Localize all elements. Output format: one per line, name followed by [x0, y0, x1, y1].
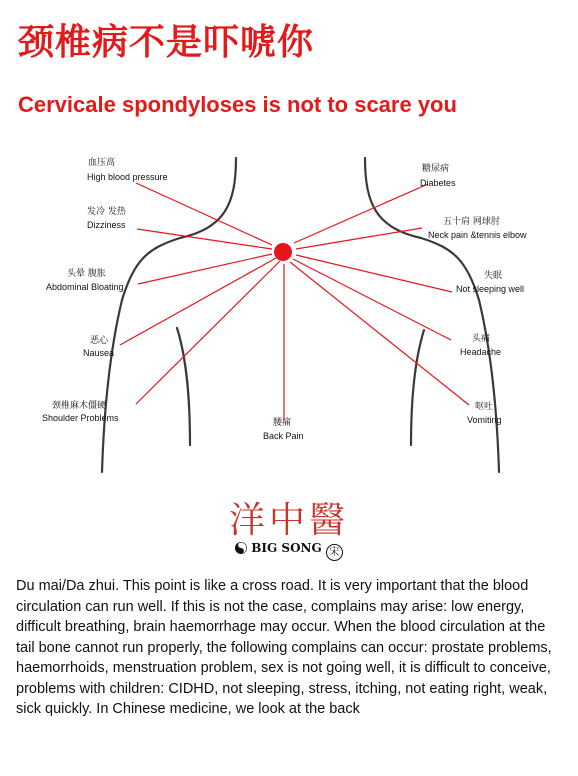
label-en: Not sleeping well	[456, 284, 525, 294]
symptom-connector-lines	[120, 183, 469, 420]
label-en: Diabetes	[420, 178, 456, 188]
line-shoulder-problems	[136, 261, 280, 404]
label-en: Dizziness	[87, 220, 126, 230]
label-high-blood-pressure	[87, 156, 168, 182]
line-vomiting	[290, 262, 469, 405]
label-zh: 发冷 发热	[87, 207, 126, 217]
cervical-symptom-diagram	[40, 150, 560, 475]
line-neck-pain	[296, 228, 422, 249]
label-diabetes	[420, 162, 456, 188]
label-en: Headache	[460, 347, 502, 357]
label-not-sleeping	[456, 269, 524, 294]
label-zh: 恶心	[90, 336, 109, 346]
label-en: Vomiting	[467, 415, 502, 425]
line-not-sleeping	[296, 255, 452, 292]
yin-yang-icon	[235, 542, 247, 554]
line-high-blood-pressure	[136, 183, 272, 245]
line-dizziness	[137, 229, 272, 249]
label-en: Nausea	[83, 348, 115, 358]
label-zh: 糖尿病	[422, 164, 450, 174]
label-neck-pain	[428, 215, 527, 240]
label-zh: 失眠	[484, 271, 503, 281]
label-en: Abdominal Bloating	[46, 282, 124, 292]
label-zh: 五十肩 网球肘	[443, 217, 500, 227]
line-abdominal-bloating	[138, 254, 272, 284]
dazhui-acupoint-dot	[274, 243, 292, 261]
label-zh: 呕吐	[475, 402, 494, 412]
right-armpit-outline	[411, 330, 424, 445]
left-armpit-outline	[177, 328, 190, 445]
label-en: Neck pain &tennis elbow	[428, 230, 527, 240]
page-title-english: Cervicale spondyloses is not to scare you	[18, 92, 457, 117]
label-headache	[460, 332, 501, 357]
left-shoulder-outline	[102, 158, 236, 472]
label-zh: 颈椎麻木僵硬	[52, 401, 107, 411]
label-en: High blood pressure	[87, 172, 168, 182]
label-en: Shoulder Problems	[42, 413, 119, 423]
label-en: Back Pain	[263, 431, 304, 441]
label-shoulder-problems	[42, 399, 119, 423]
page-title-chinese: 颈椎病不是吓唬你	[18, 22, 315, 63]
torso-outline	[102, 158, 502, 472]
clinic-brand	[0, 541, 578, 561]
label-zh: 腰痛	[273, 418, 292, 428]
clinic-logo-chinese: 洋中醫	[228, 500, 349, 541]
label-nausea	[83, 334, 114, 358]
label-dizziness	[87, 205, 127, 230]
label-abdominal-bloating	[46, 267, 124, 292]
body-paragraph: Du mai/Da zhui. This point is like a cross road. It is very important that the blood circulation can run well. If this is not the case, complains may arise: low energy, difficult breathing, brain haemorrhage may occur. When the blood circulation at the tail bone cannot run properly, the following complains can occur: prostate problems, haemorrhoids, menstruation problem, sex is not going well, it is difficult to conceive, problems with children: CIDHD, not sleeping, stress, itching, not eating right, weak, sick quickly. In Chinese medicine, we look at the back	[16, 578, 552, 717]
label-back-pain	[263, 416, 304, 441]
brand-name: BIG SONG	[251, 541, 322, 555]
label-zh: 血压高	[88, 158, 116, 168]
label-zh: 头痛	[472, 334, 491, 344]
label-zh: 头晕 腹胀	[67, 269, 106, 279]
seal-icon: 宋	[326, 544, 343, 561]
